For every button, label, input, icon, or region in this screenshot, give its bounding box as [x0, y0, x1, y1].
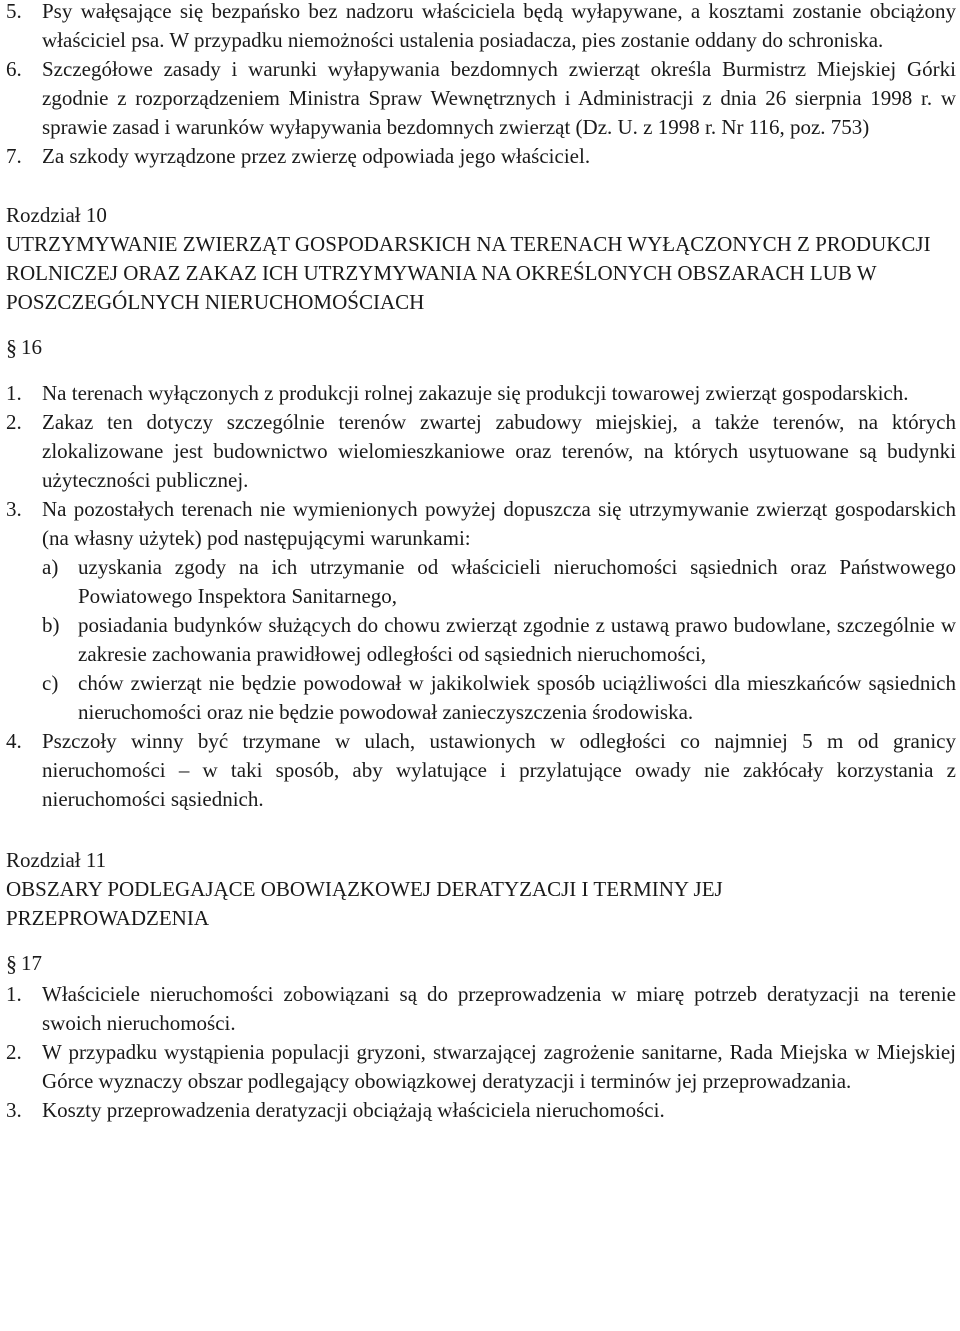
list-item — [6, 0, 956, 55]
item-number: 7. — [6, 144, 22, 168]
item-text: Szczegółowe zasady i warunki wyłapywania bezdomnych zwierząt określa Burmistrz Miejskiej Górki zgodnie z rozporządzeniem Ministra Spraw Wewnętrznych i Administracji z dnia 26 sierpnia 1998 r. w sprawie zasad i warunków wyłapywania bezdomnych zwierząt (Dz. U. z 1998 r. Nr 116, poz. 753) — [42, 57, 956, 139]
paragraph-symbol: § — [6, 335, 17, 360]
document-page — [6, 0, 956, 1125]
chapter-label: Rozdział 11 — [6, 848, 107, 872]
item-number: 1. — [6, 982, 22, 1006]
item-number: 1. — [6, 381, 22, 405]
paragraph-heading — [6, 333, 956, 362]
item-text: W przypadku wystąpienia populacji gryzoni, stwarzającej zagrożenie sanitarne, Rada Miejska w Miejskiej Górce wyznaczy obszar podlegający obowiązkowej deratyzacji i terminów jej przeprowadzania. — [42, 1040, 956, 1093]
item-text: Za szkody wyrządzone przez zwierzę odpowiada jego właściciel. — [42, 144, 591, 168]
chapter-label: Rozdział 10 — [6, 203, 107, 227]
list-item — [6, 1096, 956, 1125]
paragraph-number: 16 — [21, 335, 42, 359]
sub-item-letter: b) — [42, 613, 60, 637]
list-item — [6, 379, 956, 408]
sub-item-text: chów zwierząt nie będzie powodował w jakikolwiek sposób uciążliwości dla mieszkańców sąsiednich nieruchomości oraz nie będzie powodował zanieczyszczenia środowiska. — [78, 671, 956, 724]
sub-list-item — [6, 553, 956, 611]
paragraph-heading — [6, 949, 956, 978]
list-item — [6, 980, 956, 1038]
item-text: Koszty przeprowadzenia deratyzacji obciążają właściciela nieruchomości. — [42, 1098, 665, 1122]
sub-item-letter: a) — [42, 555, 59, 579]
sub-item-letter: c) — [42, 671, 59, 695]
item-number: 4. — [6, 729, 22, 753]
list-item — [6, 55, 956, 142]
sub-list-item — [6, 669, 956, 727]
list-item — [6, 1038, 956, 1096]
item-number: 2. — [6, 1040, 22, 1064]
item-text: Zakaz ten dotyczy szczególnie terenów zwartej zabudowy miejskiej, a także terenów, na których zlokalizowane jest budownictwo wielomieszkaniowe oraz terenów, na których usytuowane są budynki użyteczności publicznej. — [42, 410, 956, 492]
item-text: Właściciele nieruchomości zobowiązani są do przeprowadzenia w miarę potrzeb deratyzacji na terenie swoich nieruchomości. — [42, 982, 956, 1035]
chapter-title: OBSZARY PODLEGAJĄCE OBOWIĄZKOWEJ DERATYZACJI I TERMINY JEJ PRZEPROWADZENIA — [6, 877, 723, 930]
paragraph-number: 17 — [21, 951, 42, 975]
chapter-10 — [6, 201, 956, 317]
chapter-title: UTRZYMYWANIE ZWIERZĄT GOSPODARSKICH NA TERENACH WYŁĄCZONYCH Z PRODUKCJI ROLNICZEJ ORAZ ZAKAZ ICH UTRZYMYWANIA NA OKREŚLONYCH OBSZARACH LUB W POSZCZEGÓLNYCH NIERUCHOMOŚCIACH — [6, 232, 931, 314]
sub-item-text: posiadania budynków służących do chowu zwierząt zgodnie z ustawą prawo budowlane, szczególnie w zakresie zachowania prawidłowej odległości od sąsiednich nieruchomości, — [78, 613, 956, 666]
item-number: 3. — [6, 1098, 22, 1122]
item-number: 3. — [6, 497, 22, 521]
item-number: 6. — [6, 57, 22, 81]
item-text: Na pozostałych terenach nie wymienionych powyżej dopuszcza się utrzymywanie zwierząt gospodarskich (na własny użytek) pod następującymi warunkami: — [42, 497, 956, 550]
sub-list-item — [6, 611, 956, 669]
chapter-11 — [6, 846, 956, 933]
sub-item-text: uzyskania zgody na ich utrzymanie od właścicieli nieruchomości sąsiednich oraz Państwowego Powiatowego Inspektora Sanitarnego, — [78, 555, 956, 608]
list-item — [6, 142, 956, 171]
item-number: 2. — [6, 410, 22, 434]
list-item — [6, 495, 956, 553]
item-text: Psy wałęsające się bezpańsko bez nadzoru właściciela będą wyłapywane, a kosztami zostanie obciążony właściciel psa. W przypadku niemożności ustalenia posiadacza, pies zostanie oddany do schroniska. — [42, 0, 956, 52]
list-item — [6, 408, 956, 495]
list-item — [6, 727, 956, 814]
paragraph-symbol: § — [6, 951, 17, 976]
item-text: Na terenach wyłączonych z produkcji rolnej zakazuje się produkcji towarowej zwierząt gospodarskich. — [42, 381, 909, 405]
item-number: 5. — [6, 0, 22, 23]
item-text: Pszczoły winny być trzymane w ulach, ustawionych w odległości co najmniej 5 m od granicy nieruchomości – w taki sposób, aby wylatujące i przylatujące owady nie zakłócały korzystania z nieruchomości sąsiednich. — [42, 729, 956, 811]
